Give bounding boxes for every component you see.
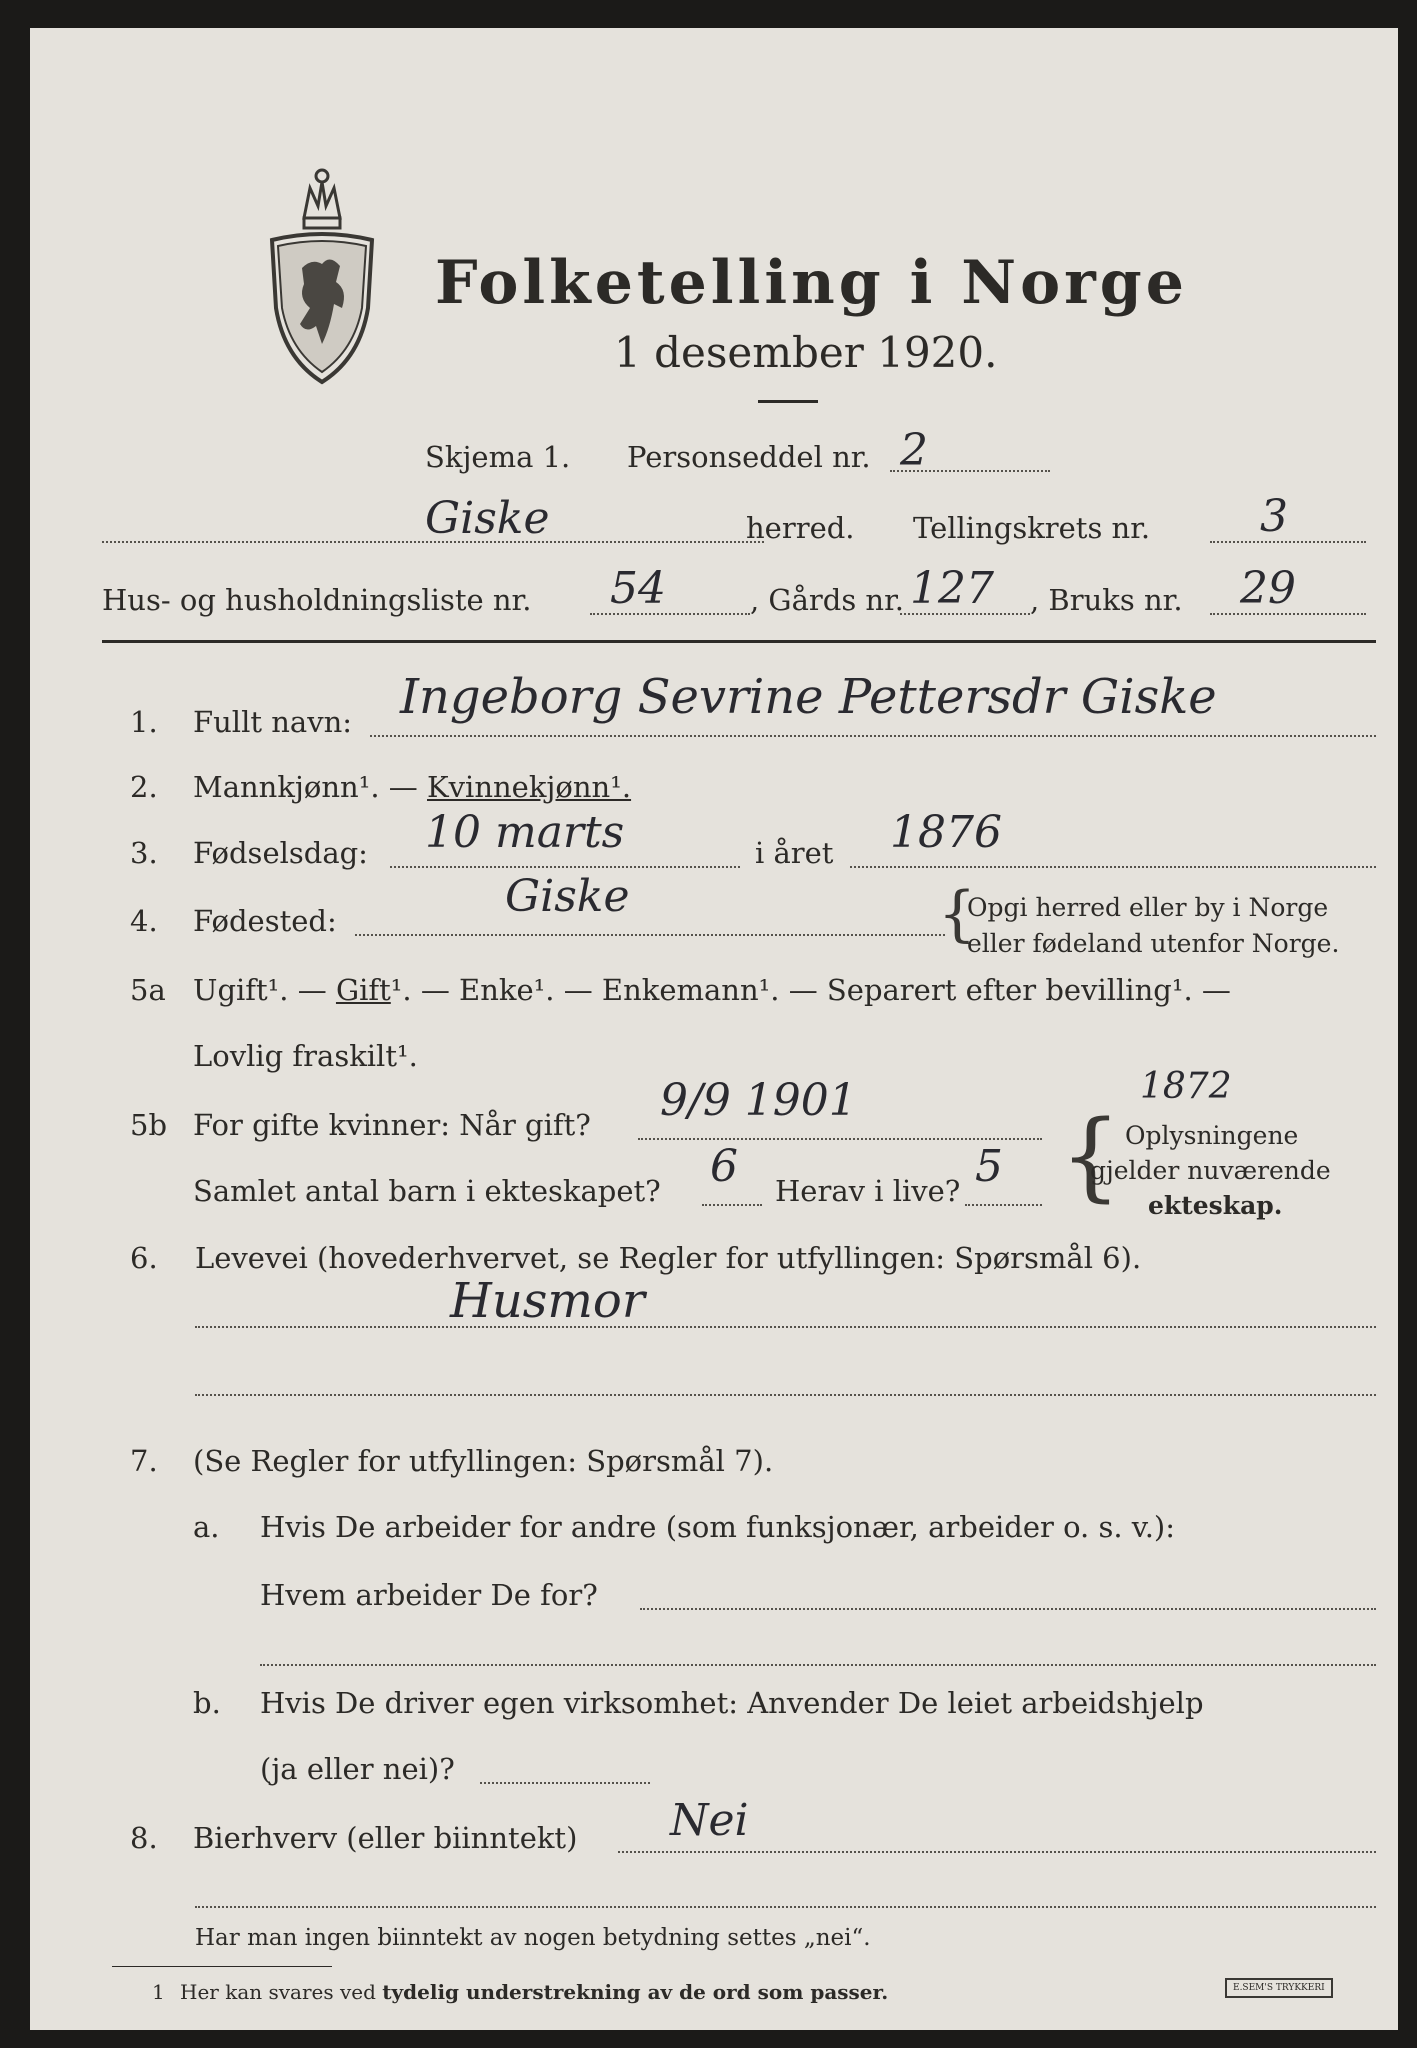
q5b-label: For gifte kvinner: Når gift? (193, 1108, 591, 1142)
q4-note-1: Opgi herred eller by i Norge (967, 893, 1329, 922)
q4-brace-icon: { (938, 879, 977, 949)
q2-number: 2. (130, 770, 158, 804)
herred-value: Giske (425, 493, 550, 544)
q5b-line (638, 1138, 1042, 1140)
hus-label: Hus- og husholdningsliste nr. (102, 583, 532, 617)
census-date: 1 desember 1920. (614, 328, 998, 377)
q7b-question: (ja eller nei)? (260, 1752, 455, 1786)
q4-number: 4. (130, 904, 158, 938)
q5b-number: 5b (130, 1108, 168, 1142)
q4-value: Giske (505, 871, 630, 922)
tellingskrets-label: Tellingskrets nr. (913, 511, 1151, 545)
q6-label: Levevei (hovederhvervet, se Regler for utfyllingen: Spørsmål 6). (195, 1241, 1142, 1275)
coat-of-arms-icon (264, 158, 380, 390)
q8-label: Bierhverv (eller biinntekt) (193, 1821, 578, 1855)
q7a-line-1 (640, 1608, 1376, 1610)
q5a-rest: ¹. — Enke¹. — Enkemann¹. — Separert efter bevilling¹. — (390, 973, 1231, 1007)
q7b-label: Hvis De driver egen virksomhet: Anvender De leiet arbeidshjelp (260, 1686, 1204, 1720)
skjema-label: Skjema 1. (425, 440, 571, 474)
q1-value: Ingeborg Sevrine Pettersdr Giske (400, 669, 1217, 725)
q8-line (618, 1851, 1376, 1853)
q5b-note-2: gjelder nuværende (1090, 1156, 1331, 1185)
q5b-barn-value: 6 (710, 1141, 738, 1192)
q7a-letter: a. (193, 1510, 220, 1544)
footnote-divider (112, 1966, 332, 1967)
footer-line (195, 1906, 1376, 1908)
q7a-line-2 (260, 1664, 1376, 1666)
q5b-brace-icon: { (1060, 1100, 1122, 1212)
hus-value: 54 (610, 563, 666, 614)
footer-note: Har man ingen biinntekt av nogen betydning settes „nei“. (195, 1925, 871, 1951)
page-title: Folketelling i Norge (435, 248, 1188, 318)
printer-mark: E.SEM'S TRYKKERI (1225, 1978, 1333, 1998)
q5a-options (193, 973, 1231, 1007)
q8-value: Nei (670, 1795, 749, 1846)
tellingskrets-value: 3 (1260, 491, 1288, 542)
bruks-label: , Bruks nr. (1030, 583, 1183, 617)
personseddel-value: 2 (900, 425, 928, 476)
title-divider (758, 400, 818, 403)
q7-number: 7. (130, 1444, 158, 1478)
header-divider (102, 640, 1376, 643)
q7a-question: Hvem arbeider De for? (260, 1578, 598, 1612)
q5b-note-3: ekteskap. (1148, 1191, 1283, 1220)
q7b-line (480, 1782, 650, 1784)
q6-line-1 (195, 1326, 1376, 1328)
footnote-text-a: Her kan svares ved (180, 1980, 383, 2004)
q3-year-value: 1876 (890, 807, 1002, 858)
q7b-letter: b. (193, 1686, 221, 1720)
q5a-gift: Gift (335, 973, 391, 1007)
herred-label: herred. (746, 511, 855, 545)
footnote-text (180, 1980, 888, 2004)
q3-year-label: i året (755, 836, 834, 870)
q1-label: Fullt navn: (193, 705, 353, 739)
q3-number: 3. (130, 836, 158, 870)
q3-label: Fødselsdag: (193, 836, 368, 870)
q5b-note-1: Oplysningene (1125, 1121, 1299, 1150)
gards-value: 127 (910, 563, 994, 614)
q5b-barn-label: Samlet antal barn i ekteskapet? (193, 1174, 661, 1208)
q1-line (370, 735, 1376, 737)
q2-kvinnekjonn: Kvinnekjønn¹. (427, 770, 632, 804)
q8-number: 8. (130, 1821, 158, 1855)
q4-line (355, 934, 945, 936)
q5a-line2: Lovlig fraskilt¹. (193, 1039, 418, 1073)
tellingskrets-line (1210, 541, 1366, 543)
q2-label (193, 770, 631, 804)
bruks-value: 29 (1240, 563, 1296, 614)
q1-number: 1. (130, 705, 158, 739)
q6-line-2 (195, 1394, 1376, 1396)
q5b-extra: 1872 (1140, 1066, 1232, 1107)
q7-label: (Se Regler for utfyllingen: Spørsmål 7). (193, 1444, 774, 1478)
q4-label: Fødested: (193, 904, 337, 938)
q5b-value: 9/9 1901 (660, 1075, 857, 1126)
q7a-label: Hvis De arbeider for andre (som funksjonær, arbeider o. s. v.): (260, 1510, 1176, 1544)
gards-label: , Gårds nr. (750, 583, 904, 617)
q5b-live-value: 5 (975, 1141, 1003, 1192)
q3-line (390, 866, 740, 868)
q2-mannkjonn: Mannkjønn¹. — (193, 770, 427, 804)
q5b-barn-line (702, 1204, 762, 1206)
q5b-live-label: Herav i live? (775, 1174, 961, 1208)
q6-value: Husmor (450, 1273, 645, 1329)
footnote-text-b: tydelig understrekning av de ord som passer. (382, 1980, 889, 2004)
q4-note-2: eller fødeland utenfor Norge. (967, 929, 1340, 958)
q6-number: 6. (130, 1241, 158, 1275)
q5a-ugift: Ugift¹. — (193, 973, 336, 1007)
q5a-number: 5a (130, 973, 166, 1007)
q3-value: 10 marts (425, 807, 625, 858)
q3-year-line (850, 866, 1376, 868)
q5b-live-line (965, 1204, 1042, 1206)
census-form (30, 28, 1398, 2030)
footnote-mark: 1 (152, 1980, 165, 2004)
personseddel-label: Personseddel nr. (627, 440, 871, 474)
